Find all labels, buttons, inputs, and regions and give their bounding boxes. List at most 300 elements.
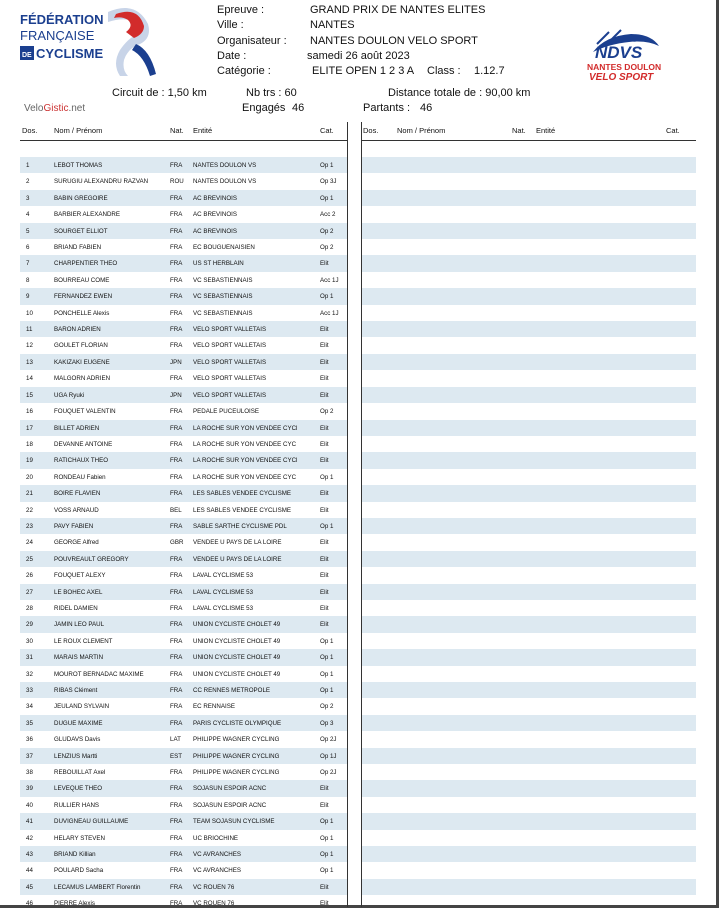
empty-row	[361, 731, 696, 747]
cell-entite: LES SABLES VENDEE CYCLISME	[193, 506, 292, 514]
table-row	[20, 731, 347, 747]
empty-row	[361, 272, 696, 288]
ndvs-line2: VELO SPORT	[589, 72, 654, 82]
cell-cat: Acc 1J	[320, 276, 339, 284]
cell-cat: Elit	[320, 391, 329, 399]
cell-entite: NANTES DOULON VS	[193, 178, 257, 186]
ndvs-line1: NANTES DOULON	[587, 62, 662, 72]
cell-nom: LEBOT THOMAS	[54, 162, 103, 169]
cell-entite: VELO SPORT VALLETAIS	[193, 326, 267, 334]
cell-nat: EST	[170, 752, 183, 760]
empty-row	[361, 485, 696, 501]
partants-value: 46	[420, 102, 433, 114]
cell-nat: FRA	[170, 375, 183, 383]
ffc-line2: FRANÇAISE	[20, 28, 95, 43]
class-value: 1.12.7	[474, 65, 505, 77]
cell-dos: 36	[26, 736, 33, 744]
table-row	[20, 223, 347, 239]
table-row	[20, 748, 347, 764]
cell-nom: GLUDAVS Davis	[54, 736, 101, 744]
empty-row	[361, 305, 696, 321]
cell-cat: Op 1	[320, 818, 334, 826]
cell-cat: Op 2	[320, 244, 334, 252]
col-nat-right: Nat.	[512, 126, 526, 135]
cell-dos: 25	[26, 555, 33, 563]
cell-dos: 46	[26, 900, 33, 908]
cell-cat: Op 1	[320, 867, 334, 875]
cell-nat: FRA	[170, 670, 183, 678]
cell-nat: FRA	[170, 588, 183, 596]
cell-entite: VC AVRANCHES	[193, 851, 242, 859]
table-row	[20, 518, 347, 534]
cell-dos: 17	[26, 424, 33, 432]
cell-cat: Elit	[320, 457, 329, 465]
cell-cat: Elit	[320, 539, 329, 547]
cell-nom: RIDEL DAMIEN	[54, 604, 98, 612]
cell-cat: Elit	[320, 621, 329, 629]
cell-nom: BOURREAU COME	[54, 276, 110, 284]
cell-entite: PHILIPPE WAGNER CYCLING	[193, 752, 280, 760]
table-row	[20, 157, 347, 173]
cell-dos: 16	[26, 408, 33, 416]
cell-nat: FRA	[170, 604, 183, 612]
cell-nat: FRA	[170, 637, 183, 645]
cell-cat: Elit	[320, 588, 329, 596]
empty-row	[361, 534, 696, 550]
empty-row	[361, 666, 696, 682]
table-header	[20, 122, 347, 141]
empty-row	[361, 337, 696, 353]
cell-nat: FRA	[170, 293, 183, 301]
table-row	[20, 272, 347, 288]
class-label: Class :	[427, 65, 461, 77]
cell-nat: GBR	[170, 539, 184, 547]
date-value: samedi 26 août 2023	[307, 50, 410, 62]
riders-table-left	[20, 122, 347, 912]
cell-dos: 45	[26, 883, 33, 891]
cell-cat: Op 1	[320, 522, 334, 530]
empty-row	[361, 370, 696, 386]
cell-entite: SOJASUN ESPOIR ACNC	[193, 785, 267, 793]
empty-row	[361, 452, 696, 468]
engages-value: 46	[292, 102, 305, 114]
cell-dos: 8	[26, 276, 30, 284]
table-row	[20, 797, 347, 813]
empty-row	[361, 649, 696, 665]
cell-entite: VC SEBASTIENNAIS	[193, 293, 253, 301]
cell-cat: Elit	[320, 260, 329, 268]
cell-nat: JPN	[170, 358, 182, 366]
cell-entite: LAVAL CYCLISME 53	[193, 572, 254, 580]
cell-entite: PHILIPPE WAGNER CYCLING	[193, 769, 280, 777]
categorie-value: ELITE OPEN 1 2 3 A	[312, 65, 415, 77]
cell-nat: FRA	[170, 621, 183, 629]
cell-entite: VELO SPORT VALLETAIS	[193, 342, 267, 350]
cell-dos: 39	[26, 785, 33, 793]
cell-entite: PEDALE PUCEULOISE	[193, 408, 260, 416]
cell-nom: CHARPENTIER THEO	[54, 260, 118, 268]
table-row	[20, 190, 347, 206]
cell-nat: FRA	[170, 801, 183, 809]
cell-cat: Elit	[320, 506, 329, 514]
table-row	[20, 715, 347, 731]
empty-row	[361, 862, 696, 878]
cell-cat: Op 1	[320, 293, 334, 301]
ville-label: Ville :	[217, 19, 244, 31]
cell-dos: 26	[26, 572, 33, 580]
table-row	[20, 485, 347, 501]
cell-dos: 2	[26, 178, 30, 186]
col-dos: Dos.	[22, 126, 38, 135]
cell-cat: Acc 2	[320, 211, 336, 219]
cell-cat: Elit	[320, 572, 329, 580]
cell-nom: POULARD Sacha	[54, 867, 104, 875]
table-row	[20, 321, 347, 337]
empty-row	[361, 846, 696, 862]
cell-nat: FRA	[170, 424, 183, 432]
cell-entite: AC BREVINOIS	[193, 194, 238, 202]
cell-cat: Op 1	[320, 687, 334, 694]
cell-dos: 30	[26, 637, 33, 645]
cell-dos: 11	[26, 326, 33, 334]
cell-nom: BARBIER ALEXANDRE	[54, 211, 121, 219]
partants-label: Partants :	[363, 102, 411, 114]
cell-entite: UNION CYCLISTE CHOLET 49	[193, 654, 281, 662]
cell-nat: FRA	[170, 687, 183, 694]
cell-nat: FRA	[170, 162, 183, 169]
empty-row	[361, 157, 696, 173]
cell-entite: LAVAL CYCLISME 53	[193, 604, 254, 612]
table-row	[20, 616, 347, 632]
cell-cat: Op 1	[320, 834, 334, 842]
table-row	[20, 337, 347, 353]
cell-entite: TEAM SOJASUN CYCLISME	[193, 818, 275, 826]
cell-entite: NANTES DOULON VS	[193, 162, 257, 169]
epreuve-value: GRAND PRIX DE NANTES ELITES	[310, 4, 486, 16]
cell-nom: DUVIGNEAU GUILLAUME	[54, 818, 129, 826]
cell-entite: LA ROCHE SUR YON VENDEE CYCl	[193, 424, 298, 432]
cell-cat: Elit	[320, 342, 329, 350]
cell-cat: Op 3J	[320, 178, 337, 186]
cell-dos: 42	[26, 834, 33, 842]
velogistic-net: .net	[68, 103, 86, 114]
empty-row	[361, 830, 696, 846]
cell-nom: PAVY FABIEN	[54, 522, 94, 530]
cell-nom: DUGUE MAXIME	[54, 719, 103, 727]
right-table-border	[361, 122, 362, 907]
col-nom-right: Nom / Prénom	[397, 126, 446, 135]
cell-cat: Elit	[320, 604, 329, 612]
cell-entite: LA ROCHE SUR YON VENDEE CYC	[193, 440, 297, 448]
ffc-de: DE	[22, 52, 32, 59]
empty-row	[361, 715, 696, 731]
cell-dos: 10	[26, 309, 33, 317]
cell-nat: LAT	[170, 736, 181, 744]
cell-dos: 20	[26, 473, 33, 481]
cell-dos: 40	[26, 801, 33, 809]
table-row	[20, 469, 347, 485]
cell-dos: 4	[26, 211, 30, 219]
cell-dos: 12	[26, 342, 33, 350]
table-row	[20, 698, 347, 714]
cell-nom: BABIN GREGOIRE	[54, 194, 108, 202]
cell-dos: 9	[26, 293, 30, 301]
table-row	[20, 584, 347, 600]
cell-nat: FRA	[170, 867, 183, 875]
cell-nom: JAMIN LEO PAUL	[54, 621, 105, 629]
table-row	[20, 879, 347, 895]
cell-dos: 1	[26, 162, 30, 169]
cell-nat: ROU	[170, 178, 184, 186]
col-cat-right: Cat.	[666, 126, 680, 135]
cell-cat: Op 2J	[320, 769, 337, 777]
epreuve-label: Epreuve :	[217, 4, 265, 16]
table-row	[20, 830, 347, 846]
cell-nat: FRA	[170, 572, 183, 580]
cell-nom: BRIAND Killian	[54, 851, 96, 859]
empty-row	[361, 879, 696, 895]
cell-dos: 44	[26, 867, 33, 875]
empty-row	[361, 321, 696, 337]
cell-dos: 6	[26, 244, 30, 252]
left-table-border	[347, 122, 348, 907]
table-row	[20, 436, 347, 452]
cell-entite: UNION CYCLISTE CHOLET 49	[193, 637, 281, 645]
empty-row	[361, 190, 696, 206]
empty-row	[361, 780, 696, 796]
cell-dos: 24	[26, 539, 33, 547]
cell-nom: MALGORN ADRIEN	[54, 375, 111, 383]
cell-nom: UGA Ryuki	[54, 391, 85, 399]
total-distance: Distance totale de : 90,00 km	[388, 87, 531, 99]
cell-nom: BILLET ADRIEN	[54, 424, 100, 432]
empty-row	[361, 682, 696, 698]
empty-row	[361, 255, 696, 271]
cell-cat: Op 1	[320, 654, 334, 662]
empty-row	[361, 633, 696, 649]
empty-row	[361, 502, 696, 518]
cell-nat: FRA	[170, 900, 183, 908]
cell-entite: PARIS CYCLISTE OLYMPIQUE	[193, 719, 282, 727]
empty-row	[361, 748, 696, 764]
cell-nat: FRA	[170, 654, 183, 662]
cell-nom: RULLIER HANS	[54, 801, 100, 809]
cell-entite: EC BOUGUENAISIEN	[193, 244, 255, 252]
cell-nom: RATICHAUX THEO	[54, 457, 109, 465]
cell-nom: BRIAND FABIEN	[54, 244, 102, 252]
cell-nom: LE ROUX CLEMENT	[54, 637, 113, 645]
empty-row	[361, 387, 696, 403]
cell-entite: UC BRIOCHINE	[193, 834, 239, 842]
cell-nom: RONDEAU Fabien	[54, 473, 106, 481]
cell-nat: FRA	[170, 408, 183, 416]
col-cat: Cat.	[320, 126, 334, 135]
cell-dos: 13	[26, 358, 33, 366]
cell-nom: MARAIS MARTIN	[54, 654, 104, 662]
empty-row	[361, 764, 696, 780]
velogistic-velo: Velo	[24, 103, 44, 114]
cell-entite: EC RENNAISE	[193, 703, 235, 711]
empty-row	[361, 173, 696, 189]
cell-entite: VC SEBASTIENNAIS	[193, 309, 253, 317]
empty-row	[361, 354, 696, 370]
cell-nat: FRA	[170, 309, 183, 317]
cell-dos: 23	[26, 522, 33, 530]
velogistic-link[interactable]	[24, 103, 85, 114]
cell-cat: Elit	[320, 490, 329, 498]
cell-dos: 34	[26, 703, 33, 711]
cell-nom: GOULET FLORIAN	[54, 342, 108, 350]
col-entite-right: Entité	[536, 126, 556, 135]
cell-dos: 32	[26, 670, 33, 678]
cell-cat: Elit	[320, 555, 329, 563]
table-row	[20, 666, 347, 682]
cell-dos: 3	[26, 194, 30, 202]
cell-nat: FRA	[170, 785, 183, 793]
cell-nom: SURUGIU ALEXANDRU RAZVAN	[54, 178, 149, 186]
table-row	[20, 813, 347, 829]
cell-nat: FRA	[170, 490, 183, 498]
cell-entite: AC BREVINOIS	[193, 211, 238, 219]
table-row	[20, 567, 347, 583]
cell-entite: UNION CYCLISTE CHOLET 49	[193, 670, 281, 678]
cell-nat: JPN	[170, 391, 182, 399]
cell-cat: Op 1	[320, 851, 334, 859]
cell-cat: Op 1	[320, 670, 334, 678]
cell-dos: 29	[26, 621, 33, 629]
table-row	[20, 780, 347, 796]
cell-nom: JEULAND SYLVAIN	[54, 703, 110, 711]
table-row	[20, 551, 347, 567]
cell-cat: Op 2	[320, 408, 334, 416]
table-row	[20, 288, 347, 304]
rows-right	[361, 157, 696, 912]
table-row	[20, 387, 347, 403]
cell-nom: FOUQUET VALENTIN	[54, 408, 116, 416]
cell-entite: LAVAL CYCLISME 53	[193, 588, 254, 596]
cell-entite: VELO SPORT VALLETAIS	[193, 358, 267, 366]
cell-nat: FRA	[170, 555, 183, 563]
cell-cat: Elit	[320, 900, 329, 908]
cell-nom: BOIRE FLAVIEN	[54, 490, 101, 498]
empty-row	[361, 206, 696, 222]
cell-nom: LEVEQUE THEO	[54, 785, 103, 793]
table-row	[20, 370, 347, 386]
cell-nom: BARON ADRIEN	[54, 326, 101, 334]
cell-entite: VELO SPORT VALLETAIS	[193, 391, 267, 399]
cell-nat: FRA	[170, 211, 183, 219]
ndvs-logo	[585, 26, 665, 82]
empty-row	[361, 797, 696, 813]
cell-nat: FRA	[170, 703, 183, 711]
cell-nom: PONCHELLE Alexis	[54, 309, 110, 317]
cell-nom: VOSS ARNAUD	[54, 506, 99, 514]
cell-entite: LA ROCHE SUR YON VENDEE CYCl	[193, 457, 298, 465]
cell-dos: 43	[26, 851, 33, 859]
cell-cat: Op 2J	[320, 736, 337, 744]
cell-nom: LECAMUS LAMBERT Florentin	[54, 883, 141, 891]
cell-cat: Op 2	[320, 703, 334, 711]
cell-nom: HELARY STEVEN	[54, 834, 106, 842]
cell-cat: Elit	[320, 440, 329, 448]
table-row	[20, 354, 347, 370]
empty-row	[361, 518, 696, 534]
cell-nom: FOUQUET ALEXY	[54, 572, 106, 580]
cell-nat: FRA	[170, 522, 183, 530]
ffc-line3: CYCLISME	[36, 46, 104, 61]
cell-cat: Elit	[320, 424, 329, 432]
cell-nom: DEVANNE ANTOINE	[54, 440, 113, 448]
cell-nat: FRA	[170, 342, 183, 350]
table-row	[20, 206, 347, 222]
cell-nom: FERNANDEZ EWEN	[54, 293, 113, 301]
col-dos-right: Dos.	[363, 126, 379, 135]
cell-dos: 18	[26, 440, 33, 448]
cell-cat: Elit	[320, 785, 329, 793]
cell-nat: FRA	[170, 276, 183, 284]
cell-dos: 22	[26, 506, 33, 514]
cell-entite: AC BREVINOIS	[193, 227, 238, 235]
table-row	[20, 600, 347, 616]
ffc-logo	[16, 4, 164, 80]
table-row	[20, 173, 347, 189]
empty-row	[361, 403, 696, 419]
cell-cat: Elit	[320, 326, 329, 334]
ffc-line1: FÉDÉRATION	[20, 12, 104, 27]
cell-nom: MOUROT BERNADAC MAXIME	[54, 670, 144, 678]
cell-entite: VC ROUEN 76	[193, 883, 235, 891]
engages-label: Engagés	[242, 102, 286, 114]
cell-cat: Elit	[320, 358, 329, 366]
table-row	[20, 452, 347, 468]
table-row	[20, 239, 347, 255]
nb-trs: Nb trs : 60	[246, 87, 297, 99]
empty-row	[361, 584, 696, 600]
cell-dos: 27	[26, 588, 33, 596]
cell-dos: 37	[26, 752, 33, 760]
cell-dos: 31	[26, 654, 33, 662]
table-header-right	[361, 122, 696, 141]
table-row	[20, 862, 347, 878]
cell-entite: VC AVRANCHES	[193, 867, 242, 875]
table-row	[20, 633, 347, 649]
cell-entite: VC ROUEN 76	[193, 900, 235, 908]
cell-nat: FRA	[170, 818, 183, 826]
cell-nat: FRA	[170, 834, 183, 842]
cell-entite: LES SABLES VENDEE CYCLISME	[193, 490, 292, 498]
cell-dos: 41	[26, 818, 33, 826]
empty-row	[361, 698, 696, 714]
cell-nom: LE BOHEC AXEL	[54, 588, 103, 596]
empty-row	[361, 420, 696, 436]
cell-nat: FRA	[170, 719, 183, 727]
cell-nat: FRA	[170, 326, 183, 334]
cell-nom: REBOUILLAT Axel	[54, 769, 106, 777]
empty-row	[361, 469, 696, 485]
cell-dos: 21	[26, 490, 33, 498]
cell-nom: POUVREAULT GREGORY	[54, 555, 129, 563]
cell-entite: VENDEE U PAYS DE LA LOIRE	[193, 539, 282, 547]
empty-row	[361, 813, 696, 829]
cell-cat: Op 1	[320, 637, 334, 645]
cell-dos: 38	[26, 769, 33, 777]
empty-row	[361, 551, 696, 567]
cell-dos: 14	[26, 375, 33, 383]
velogistic-gistic: Gistic	[43, 103, 69, 114]
cell-nat: FRA	[170, 851, 183, 859]
categorie-label: Catégorie :	[217, 65, 271, 77]
table-row	[20, 255, 347, 271]
